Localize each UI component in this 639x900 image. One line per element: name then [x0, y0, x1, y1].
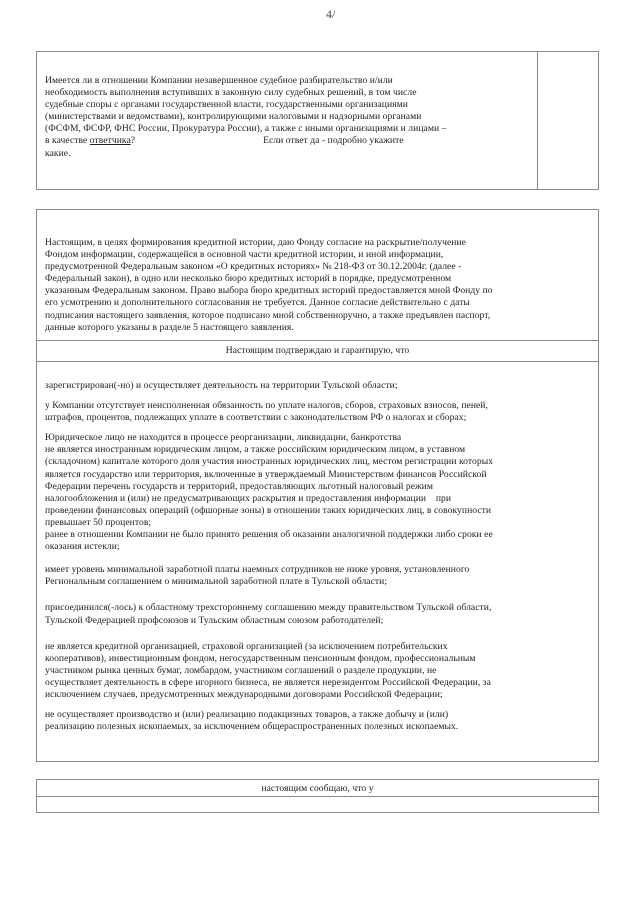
question-line [45, 135, 535, 147]
guarantee-item: не осуществляет производство и (или) реализацию подакцизных товаров, а также добычу и (или) [45, 709, 449, 721]
guarantee-heading: Настоящим подтверждаю и гарантирую, что [225, 345, 410, 356]
defendant-word: ответчика [89, 135, 131, 147]
guarantee-item: Федерации перечень государств и территорий, предоставляющих льготный налоговый режим [45, 480, 433, 492]
guarantee-heading-top-rule [36, 340, 599, 341]
consent-line: данные которого указаны в разделе 5 настоящего заявления. [45, 321, 294, 333]
report-heading-rule [36, 796, 599, 797]
guarantee-item: присоединился(-лось) к областному трехстороннему соглашению между правительством Тульской области, [45, 602, 492, 614]
question-line: судебные споры с органами государственной власти, государственными организациями [45, 99, 408, 111]
question-line-prefix: в качестве [45, 135, 90, 147]
guarantee-item: (складочном) капитале которого доля участия иностранных юридических лиц, местом регистрации которых [45, 456, 494, 468]
guarantee-item: налогообложения и (или) не предусматривающих раскрытия и предоставления информации при [45, 492, 452, 504]
question-line: Имеется ли в отношении Компании незавершенное судебное разбирательство и/или [45, 75, 393, 86]
page-number: 4/ [326, 7, 336, 21]
consent-text [45, 237, 595, 334]
question-line: необходимость выполнения вступивших в законную силу судебных решений, в том числе [45, 87, 417, 99]
guarantee-item: превышает 50 процентов; [45, 516, 152, 528]
consent-line: указанным Федеральным законом. Право выбора бюро кредитных историй предоставляется мной Фонду по [45, 285, 493, 297]
guarantee-list [45, 380, 595, 733]
guarantee-item: Тульской Федерацией профсоюзов и Тульским областным союзом работодателей; [45, 614, 384, 626]
guarantee-item: имеет уровень минимальной заработной платы наемных сотрудников не ниже уровня, установленного [45, 564, 470, 576]
question-line: (ФСФМ, ФСФР, ФНС России, Прокуратура России), а также с иными организациями и лицами – [45, 123, 447, 135]
guarantee-item: у Компании отсутствует неисполненная обязанность по уплате налогов, сборов, страховых взносов, пеней, [45, 400, 488, 412]
consent-line: подписания настоящего заявления, которое подписано мной собственноручно, а также предъявлен паспорт, [45, 309, 491, 321]
consent-line: Федеральный закон), в одно или несколько бюро кредитных историй в порядке, предусмотренном [45, 273, 452, 285]
guarantee-item: ранее в отношении Компании не было принято решения об оказании аналогичной поддержки либо сроки ее [45, 529, 493, 541]
consent-line: Фондом информации, содержащейся в основной части кредитной истории, и иной информации, [45, 249, 444, 261]
guarantee-item: является государство или территория, включенные в утверждаемый Министерством финансов Российской [45, 468, 487, 480]
question-mark: ? [130, 135, 136, 147]
guarantee-item: проведении финансовых операций (офшорные зоны) в отношении таких юридических лиц, в совокупности [45, 504, 492, 516]
details-prompt: Если ответ да - подробно укажите [263, 135, 404, 147]
guarantee-item: не является кредитной организацией, страховой организацией (за исключением потребительских [45, 640, 448, 652]
report-heading: настоящим сообщаю, что у [261, 783, 374, 794]
guarantee-item: не является иностранным юридическим лицом, а также российским юридическим лицом, в уставном [45, 444, 466, 456]
question-line: (министерствами и ведомствами), контролирующими налоговыми и надзорными органами [45, 111, 422, 123]
consent-line: Настоящим, в целях формирования кредитной истории, даю Фонду согласие на раскрытие/получение [45, 237, 466, 248]
guarantee-item: реализацию полезных ископаемых, за исключением общераспространенных полезных ископаемых. [45, 721, 459, 733]
guarantee-item: осуществляет деятельность в сфере игорного бизнеса, не является нерезидентом Российской Федерации, за [45, 676, 491, 688]
question-text [45, 75, 535, 160]
guarantee-item: Юридическое лицо не находится в процессе реорганизации, ликвидации, банкротства [45, 432, 402, 444]
guarantee-item: исключением случаев, предусмотренных международными договорами Российской Федерации; [45, 688, 443, 700]
guarantee-item: участником рынка ценных бумаг, ломбардом, участником соглашений о разделе продукции, не [45, 664, 437, 676]
guarantee-item: штрафов, процентов, подлежащих уплате в соответствии с законодательством РФ о налогах и сборах; [45, 412, 467, 424]
consent-line: его усмотрению и дополнительного согласования не требуется. Данное согласие действительно с даты [45, 297, 470, 309]
guarantee-heading-bottom-rule [36, 361, 599, 362]
consent-line: предусмотренной Федеральным законом «О кредитных историях» № 218-ФЗ от 30.12.2004г. (далее - [45, 261, 462, 273]
guarantee-item: зарегистрирован(-но) и осуществляет деятельность на территории Тульской области; [45, 380, 398, 391]
guarantee-item: Региональным соглашением о минимальной заработной плате в Тульской области; [45, 576, 388, 588]
guarantee-item: кооперативов), инвестиционным фондом, негосударственным пенсионным фондом, профессиональным [45, 652, 476, 664]
answer-column-divider [537, 51, 538, 190]
guarantee-item: оказания истекли; [45, 541, 120, 553]
question-line: какие. [45, 147, 71, 159]
